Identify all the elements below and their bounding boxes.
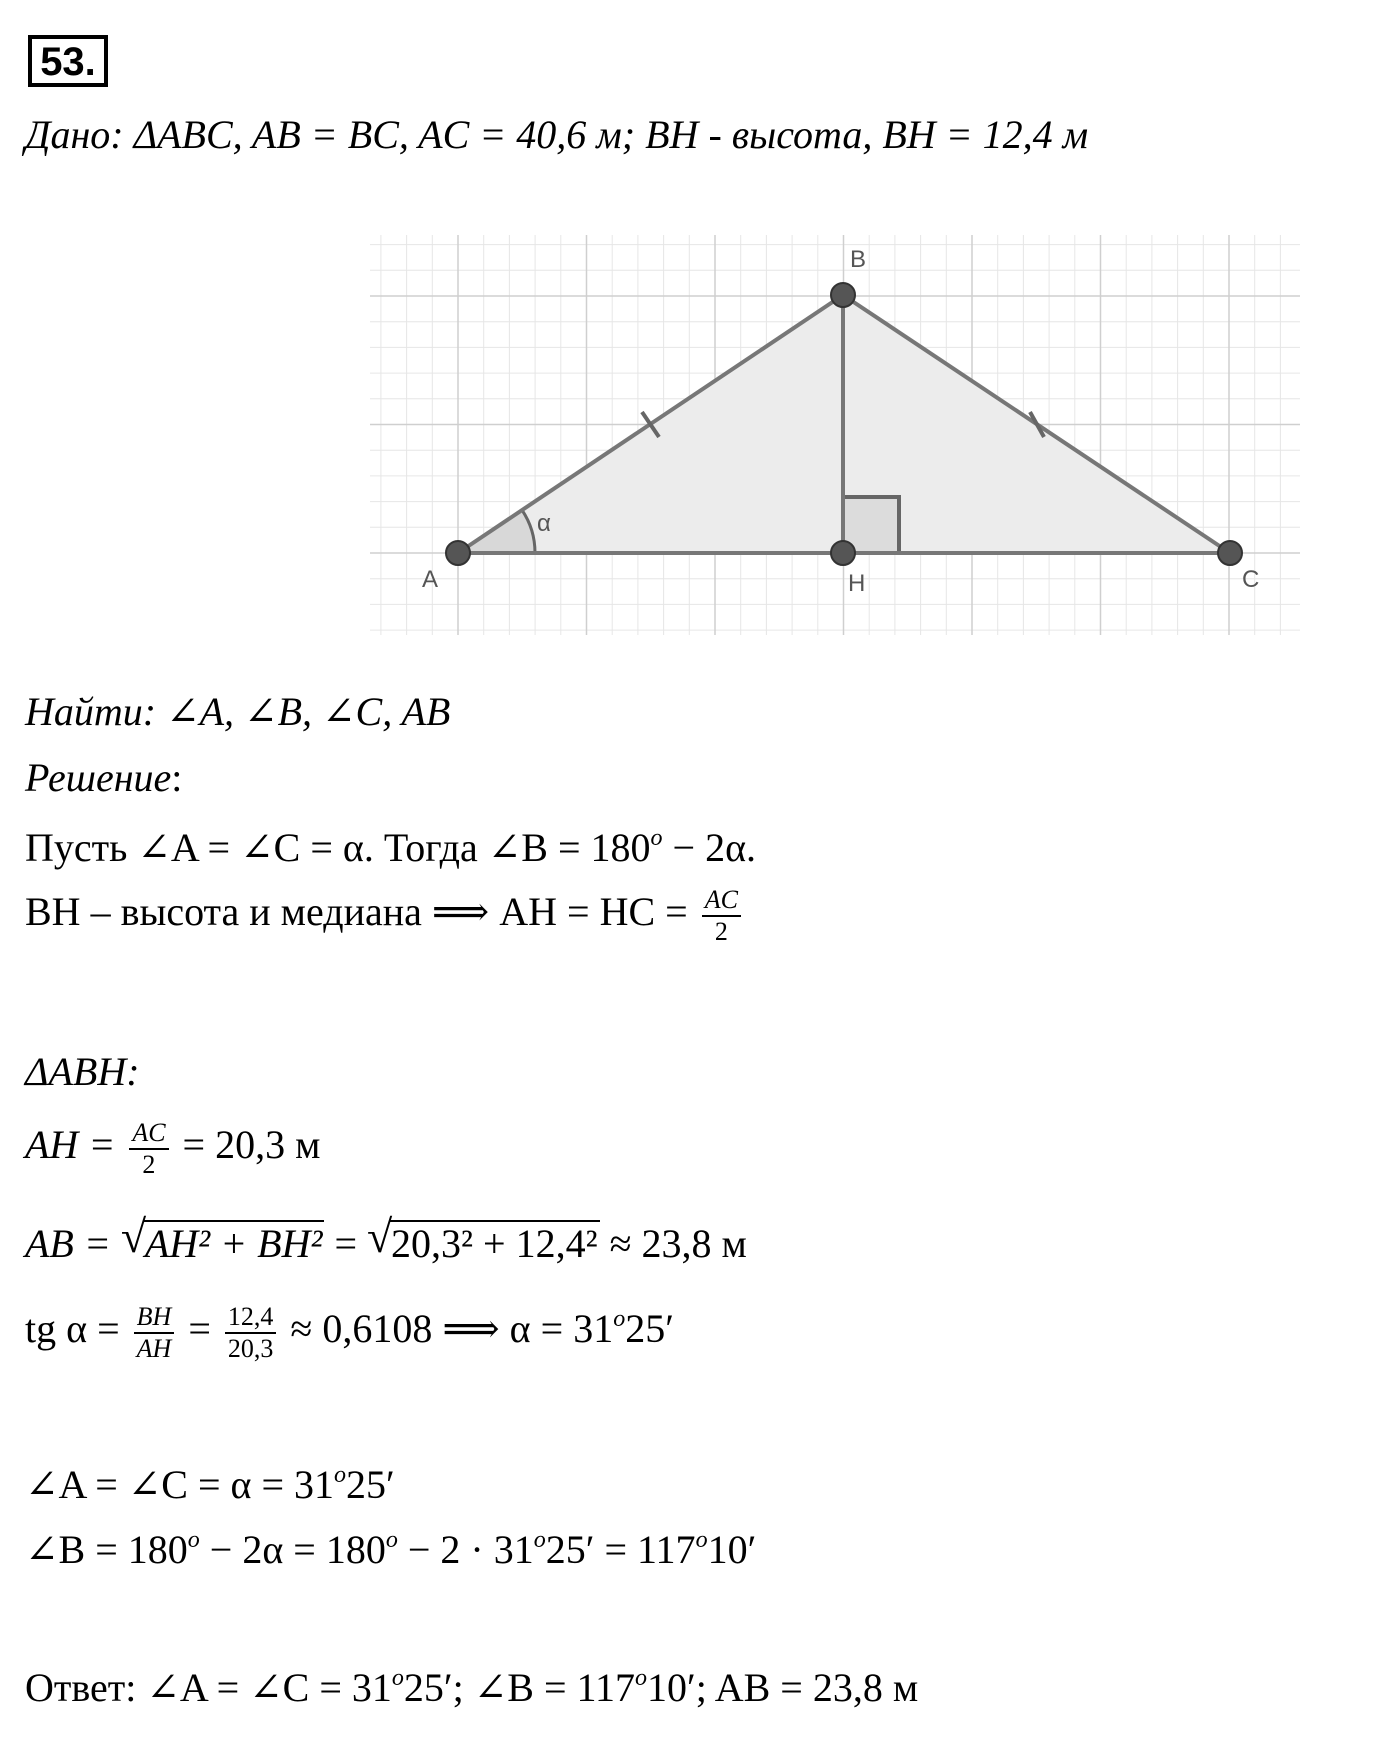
line2-frac-den: 2	[714, 916, 728, 946]
given-line	[25, 112, 1089, 157]
angles-ac-degree: o	[334, 1462, 347, 1488]
tg-end: 25′	[625, 1306, 674, 1352]
ab-eq: =	[324, 1221, 368, 1266]
ah-frac-den: 2	[142, 1149, 156, 1179]
angle-b-degree4: o	[695, 1527, 708, 1553]
point-a	[446, 541, 470, 565]
find-label: Найти	[25, 689, 143, 734]
answer-degree2: o	[635, 1665, 648, 1691]
ah-fraction	[129, 1118, 168, 1180]
ab-result: ≈ 23,8 м	[599, 1221, 747, 1266]
tg-line	[25, 1302, 674, 1364]
angle-b-part5: 10′	[707, 1527, 757, 1572]
ab-line	[25, 1211, 747, 1266]
tg-frac1-den: AH	[136, 1333, 172, 1363]
ah-result: = 20,3 м	[172, 1122, 321, 1168]
angle-b-degree2: o	[385, 1527, 398, 1553]
point-b	[831, 283, 855, 307]
label-c: C	[1242, 566, 1260, 593]
label-a: A	[422, 566, 439, 593]
label-h: H	[848, 570, 866, 597]
tg-fraction-2	[225, 1302, 277, 1364]
problem-number: 53.	[28, 35, 108, 87]
ah-prefix: AH =	[25, 1122, 126, 1168]
ah-frac-num: AC	[129, 1118, 168, 1150]
solution-line-1	[25, 825, 757, 870]
ab-prefix: AB =	[25, 1221, 121, 1266]
answer-part1: ∠A = ∠C = 31	[146, 1665, 392, 1710]
angle-b-part2: − 2α = 180	[199, 1527, 386, 1572]
answer-part2: 25′; ∠B = 117	[403, 1665, 636, 1710]
tg-prefix: tg α =	[25, 1306, 130, 1352]
tg-result: ≈ 0,6108 ⟹ α = 31	[280, 1306, 614, 1352]
ab-sqrt2-content: 20,3² + 12,4²	[391, 1221, 598, 1266]
line1-end: − 2α.	[662, 825, 757, 870]
tg-eq: =	[178, 1306, 221, 1352]
line1-degree: o	[650, 825, 663, 851]
angle-b-part1: ∠B = 180	[25, 1527, 188, 1572]
angle-b-line	[25, 1527, 757, 1572]
line2-frac-num: AC	[702, 885, 741, 917]
ab-sqrt-symbolic: √ AH² + BH²	[120, 1211, 323, 1266]
triangle-abh-label: ΔABH:	[25, 1049, 140, 1094]
given-label: Дано	[25, 112, 111, 157]
angle-b-part3: − 2 · 31	[397, 1527, 534, 1572]
angles-ac-text: ∠A = ∠C = α = 31	[25, 1462, 335, 1507]
line2-fraction	[702, 885, 741, 947]
ab-sqrt1-content: AH² + BH²	[144, 1221, 323, 1266]
angle-b-part4: 25′ = 117	[545, 1527, 696, 1572]
ab-sqrt-numeric: √ 20,3² + 12,4²	[367, 1211, 598, 1266]
angles-ac-end: 25′	[346, 1462, 395, 1507]
tg-degree: o	[613, 1306, 626, 1333]
tg-frac2-num: 12,4	[225, 1302, 277, 1334]
line1-text: Пусть ∠A = ∠C = α. Тогда ∠B = 180	[25, 825, 651, 870]
angle-b-degree1: o	[187, 1527, 200, 1553]
tg-fraction-1	[134, 1302, 175, 1364]
answer-degree1: o	[391, 1665, 404, 1691]
angle-b-degree3: o	[533, 1527, 546, 1553]
point-h	[831, 541, 855, 565]
answer-part3: 10′; AB = 23,8 м	[647, 1665, 919, 1710]
answer-label: Ответ:	[25, 1665, 147, 1710]
tg-frac2-den: 20,3	[227, 1333, 274, 1363]
label-alpha: α	[537, 510, 551, 537]
solution-heading	[25, 755, 183, 800]
find-line	[25, 689, 451, 734]
triangle-figure	[370, 235, 1300, 635]
ah-line	[25, 1118, 320, 1180]
solution-line-2	[25, 885, 745, 947]
given-text: : ΔABC, AB = BC, AC = 40,6 м; BH - высота, BH = 12,4 м	[110, 112, 1089, 157]
answer-line	[25, 1665, 919, 1710]
angles-ac-line	[25, 1462, 395, 1507]
line2-text: BH – высота и медиана ⟹ AH = HC =	[25, 889, 698, 935]
tg-frac1-num: BH	[134, 1302, 175, 1334]
label-b: B	[850, 246, 867, 273]
point-c	[1218, 541, 1242, 565]
solution-label: Решение	[25, 755, 172, 800]
solution-colon: :	[171, 755, 183, 800]
find-text: : ∠A, ∠B, ∠C, AB	[142, 689, 451, 734]
